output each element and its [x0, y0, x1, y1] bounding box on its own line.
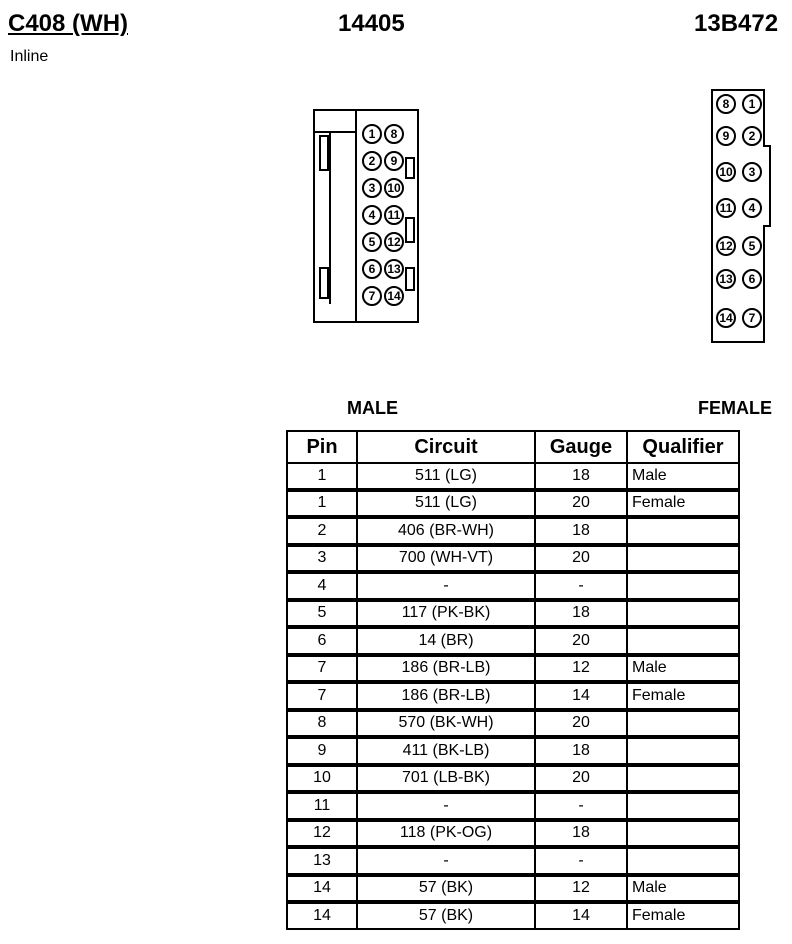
cell-pin: 1 [287, 463, 357, 490]
cell-pin: 12 [287, 820, 357, 848]
pin-number: 7 [748, 311, 756, 325]
cell-gauge: - [535, 572, 627, 600]
cell-circuit: 406 (BR-WH) [357, 517, 535, 545]
cell-pin: 7 [287, 682, 357, 710]
cell-qualifier: Male [627, 875, 739, 903]
male-pin [363, 179, 381, 197]
table-row [287, 737, 739, 765]
pinout-table [286, 430, 740, 930]
cell-gauge: 20 [535, 710, 627, 738]
cell-pin: 8 [287, 710, 357, 738]
table-row [287, 682, 739, 710]
pin-number: 11 [719, 201, 733, 215]
female-part-number: 13B472 [694, 10, 779, 37]
female-pin [717, 237, 735, 255]
pin-number: 5 [368, 235, 376, 249]
male-pin [385, 152, 403, 170]
cell-qualifier [627, 792, 739, 820]
cell-pin: 5 [287, 600, 357, 628]
cell-gauge: 12 [535, 655, 627, 683]
cell-circuit: 14 (BR) [357, 627, 535, 655]
cell-pin: 10 [287, 765, 357, 793]
female-pin [717, 309, 735, 327]
cell-pin: 11 [287, 792, 357, 820]
pin-number: 13 [387, 262, 401, 276]
male-pin [363, 287, 381, 305]
table-row [287, 710, 739, 738]
pin-number: 3 [368, 181, 376, 195]
male-connector-diagram [310, 108, 422, 326]
table-row [287, 902, 739, 929]
table-row [287, 847, 739, 875]
header-qualifier: Qualifier [627, 431, 739, 463]
cell-qualifier [627, 710, 739, 738]
pin-number: 12 [387, 235, 401, 249]
cell-qualifier [627, 737, 739, 765]
cell-gauge: 14 [535, 682, 627, 710]
pin-number: 9 [390, 154, 398, 168]
cell-qualifier [627, 627, 739, 655]
female-pin [717, 199, 735, 217]
table-row [287, 875, 739, 903]
cell-pin: 14 [287, 875, 357, 903]
male-pin [363, 206, 381, 224]
cell-circuit: - [357, 572, 535, 600]
male-pin [363, 152, 381, 170]
male-pin [363, 233, 381, 251]
female-pin [717, 95, 735, 113]
table-row [287, 792, 739, 820]
cell-gauge: 20 [535, 545, 627, 573]
pin-number: 11 [387, 208, 401, 222]
pin-number: 4 [368, 208, 376, 222]
cell-gauge: 20 [535, 765, 627, 793]
table-row [287, 655, 739, 683]
cell-gauge: 18 [535, 463, 627, 490]
cell-qualifier [627, 545, 739, 573]
cell-qualifier [627, 572, 739, 600]
table-row [287, 490, 739, 518]
cell-gauge: 18 [535, 600, 627, 628]
female-connector-diagram [706, 86, 772, 348]
cell-circuit: 700 (WH-VT) [357, 545, 535, 573]
male-pin [385, 206, 403, 224]
cell-circuit: 186 (BR-LB) [357, 655, 535, 683]
cell-gauge: 18 [535, 737, 627, 765]
female-pin [743, 237, 761, 255]
cell-circuit: - [357, 847, 535, 875]
cell-circuit: - [357, 792, 535, 820]
cell-circuit: 57 (BK) [357, 875, 535, 903]
cell-pin: 13 [287, 847, 357, 875]
female-pin [717, 127, 735, 145]
header-circuit: Circuit [357, 431, 535, 463]
cell-pin: 6 [287, 627, 357, 655]
male-pin [385, 125, 403, 143]
cell-gauge: 18 [535, 820, 627, 848]
cell-circuit: 570 (BK-WH) [357, 710, 535, 738]
pin-number: 6 [748, 272, 756, 286]
pin-number: 9 [722, 129, 730, 143]
pin-number: 10 [719, 165, 733, 179]
male-pin [385, 260, 403, 278]
cell-pin: 7 [287, 655, 357, 683]
cell-qualifier [627, 600, 739, 628]
cell-circuit: 57 (BK) [357, 902, 535, 929]
pin-number: 8 [390, 127, 398, 141]
cell-circuit: 117 (PK-BK) [357, 600, 535, 628]
male-pin [385, 233, 403, 251]
male-pin [385, 287, 403, 305]
cell-pin: 4 [287, 572, 357, 600]
pin-number: 3 [748, 165, 756, 179]
pin-number: 8 [722, 97, 730, 111]
pin-number: 4 [748, 201, 756, 215]
male-pin [363, 125, 381, 143]
table-row [287, 545, 739, 573]
pin-number: 6 [368, 262, 376, 276]
cell-gauge: - [535, 847, 627, 875]
cell-gauge: - [535, 792, 627, 820]
female-pin [717, 270, 735, 288]
male-pin [385, 179, 403, 197]
table-row [287, 517, 739, 545]
cell-gauge: 14 [535, 902, 627, 929]
header-pin: Pin [287, 431, 357, 463]
cell-circuit: 701 (LB-BK) [357, 765, 535, 793]
cell-gauge: 18 [535, 517, 627, 545]
table-row [287, 765, 739, 793]
cell-circuit: 118 (PK-OG) [357, 820, 535, 848]
cell-qualifier [627, 820, 739, 848]
cell-qualifier: Male [627, 655, 739, 683]
cell-circuit: 411 (BK-LB) [357, 737, 535, 765]
table-row [287, 600, 739, 628]
female-pin [743, 270, 761, 288]
cell-gauge: 20 [535, 490, 627, 518]
pin-number: 13 [719, 272, 733, 286]
cell-circuit: 511 (LG) [357, 490, 535, 518]
pin-number: 7 [368, 289, 376, 303]
location-label: Inline [10, 48, 49, 65]
cell-circuit: 186 (BR-LB) [357, 682, 535, 710]
cell-qualifier [627, 517, 739, 545]
cell-gauge: 20 [535, 627, 627, 655]
cell-qualifier: Male [627, 463, 739, 490]
pin-number: 1 [748, 97, 756, 111]
pin-number: 1 [368, 127, 376, 141]
connector-id: C408 (WH) [8, 10, 129, 37]
pin-number: 2 [368, 154, 376, 168]
female-pin [743, 309, 761, 327]
pin-number: 10 [387, 181, 401, 195]
male-pin [363, 260, 381, 278]
cell-pin: 2 [287, 517, 357, 545]
male-label: MALE [347, 398, 398, 418]
cell-circuit: 511 (LG) [357, 463, 535, 490]
table-row [287, 572, 739, 600]
female-pin [743, 127, 761, 145]
pin-number: 2 [748, 129, 756, 143]
cell-gauge: 12 [535, 875, 627, 903]
cell-pin: 3 [287, 545, 357, 573]
female-pin [743, 163, 761, 181]
table-row [287, 820, 739, 848]
table-row [287, 463, 739, 490]
cell-qualifier: Female [627, 682, 739, 710]
female-pin [743, 95, 761, 113]
pin-number: 14 [387, 289, 401, 303]
female-label: FEMALE [698, 398, 772, 418]
female-pin [743, 199, 761, 217]
female-pin [717, 163, 735, 181]
table-row [287, 627, 739, 655]
cell-qualifier: Female [627, 490, 739, 518]
table-header-row [287, 431, 739, 463]
male-part-number: 14405 [338, 10, 405, 37]
pin-number: 12 [719, 239, 733, 253]
cell-pin: 14 [287, 902, 357, 929]
pin-number: 14 [719, 311, 733, 325]
cell-qualifier [627, 847, 739, 875]
cell-pin: 1 [287, 490, 357, 518]
cell-pin: 9 [287, 737, 357, 765]
header-gauge: Gauge [535, 431, 627, 463]
cell-qualifier: Female [627, 902, 739, 929]
cell-qualifier [627, 765, 739, 793]
pin-number: 5 [748, 239, 756, 253]
